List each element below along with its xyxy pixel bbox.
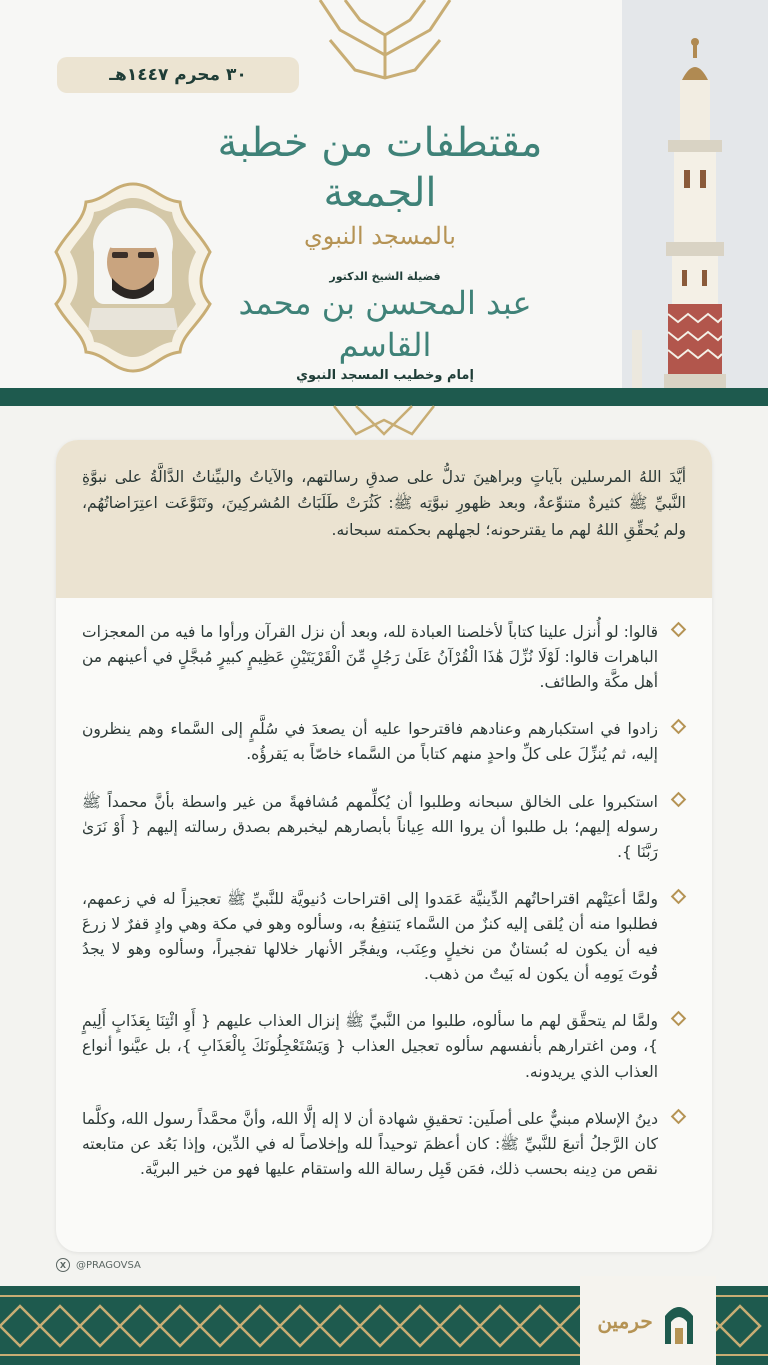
- social-handle-text: @PRAGOVSA: [76, 1259, 141, 1271]
- preacher-portrait: [52, 180, 214, 375]
- point-text: قالوا: لو أُنزل علينا كتاباً لأخلصنا العبادة لله، وبعد أن نزل القرآن ورأوا ما فيه من المعجزات الباهرات قالوا: لَوْلَا نُزِّلَ هَٰذَا الْقُرْآنُ عَلَىٰ رَجُلٍ مِّنَ الْقَرْيَتَيْنِ عَظِيمٍ كبيرٍ مُبجَّلٍ في أعينهم من أهل مكَّة والطائف.: [82, 623, 658, 692]
- preacher-block: [215, 270, 555, 383]
- list-item: [82, 620, 686, 695]
- list-item: [82, 790, 686, 865]
- list-item: [82, 717, 686, 767]
- list-item: [82, 1107, 686, 1182]
- diamond-bullet-icon: [671, 1011, 687, 1027]
- mosque-emblem-icon: [659, 1294, 699, 1348]
- diamond-bullet-icon: [671, 1108, 687, 1124]
- page-subtitle: بالمسجد النبوي: [304, 222, 456, 250]
- diamond-bullet-icon: [671, 889, 687, 905]
- title-block: [160, 118, 600, 250]
- preacher-honorific: فضيلة الشيخ الدكتور: [329, 270, 441, 283]
- point-text: دينُ الإسلام مبنيٌّ على أصلَين: تحقيقِ شهادة أن لا إله إلَّا الله، وأنَّ محمَّداً رسول الله، وكلَّما كان الرَّجلُ أتبعَ للنَّبيِّ ﷺ: كان أعظمَ توحيداً لله وإخلاصاً له في الدِّين، وإذا بَعُد عن متابعته نقص من دِينه بحسب ذلك، فمَن قَبِل رسالة الله واستقام عليها فهو من خير البريَّة.: [82, 1109, 658, 1178]
- header: [0, 0, 768, 390]
- diamond-bullet-icon: [671, 622, 687, 638]
- preacher-role: إمام وخطيب المسجد النبوي: [296, 368, 474, 384]
- diamond-bullet-icon: [671, 719, 687, 735]
- diamond-bullet-icon: [671, 791, 687, 807]
- page-title: مقتطفات من خطبة الجمعة: [217, 120, 543, 216]
- minaret-image: [622, 0, 768, 390]
- social-handle[interactable]: [56, 1258, 141, 1272]
- haramain-logo: [580, 1276, 716, 1365]
- points-list: [56, 598, 712, 1182]
- date-badge: ٣٠ محرم ١٤٤٧هـ: [57, 57, 299, 93]
- preacher-name: عبد المحسن بن محمد القاسم: [238, 284, 532, 364]
- point-text: ولمَّا أعيَتْهم اقتراحاتُهم الدِّينيَّة عَمَدوا إلى اقتراحات دُنيويَّة للنَّبيِّ ﷺ تعجيزاً له في زعمهم، فطلبوا منه أن يُلقى إليه كنزٌ من السَّماء يَنتفِعُ به، وسألوه وهو في مكة وهي وادٍ قفرٌ لا زرعَ فيه أن يكون له بُستانٌ من نخيلٍ وعِنَب، ويفجِّر الأنهار خلالها تفجيراً، وسألوه وهو لا يجدُ قُوتَ يَومِه أن يكون له بَيتٌ من ذهب.: [82, 889, 658, 984]
- intro-paragraph: أيَّدَ اللهُ المرسلين بآياتٍ وبراهينَ تدلُّ على صدقِ رسالتهم، والآياتُ والبيِّناتُ الدَّالَّةُ على نبوَّةِ النَّبيِّ ﷺ كثيرةٌ متنوِّعةٌ، وبعد ظهورِ نبوَّتِه ﷺ: كَثُرَتْ طَلَبَاتُ المُشركِينَ، وتَنَوَّعَت اعتِرَاضاتُهُم، ولم يُحقِّقِ اللهُ لهم ما يقترحونه؛ لجهلهم بحكمته سبحانه.: [56, 440, 712, 598]
- point-text: استكبروا على الخالق سبحانه وطلبوا أن يُكلِّمهم مُشافهةً من غير واسطة بأنَّ محمداً ﷺ رسوله إليهم؛ بل طلبوا أن يروا الله عِياناً بأبصارهم ليخبرهم بصدق رسالته إليهم { أَوْ نَرَىٰ رَبَّنَا }.: [82, 792, 658, 861]
- point-text: زادوا في استكبارهم وعنادهم فاقترحوا عليه أن يصعدَ في سُلَّمٍ إلى السَّماء وهم ينظرون إليه، ثم يُنزِّلَ على كلِّ واحدٍ منهم كتاباً من السَّماء خاصّاً به يَقرؤُه.: [82, 720, 658, 764]
- logo-text: حرمين: [597, 1308, 653, 1333]
- list-item: [82, 1009, 686, 1084]
- list-item: [82, 887, 686, 987]
- geometric-ornament-divider: [328, 404, 440, 440]
- point-text: ولمَّا لم يتحقَّق لهم ما سألوه، طلبوا من النَّبيِّ ﷺ إنزال العذاب عليهم { أَوِ ائْتِنَا بِعَذَابٍ أَلِيمٍ }، ومن اغترارهم بأنفسهم سألوه تعجيل العذاب { وَيَسْتَعْجِلُونَكَ بِالْعَذَابِ }، بل عيَّنوا أنواع العذاب الذي يريدونه.: [82, 1012, 658, 1081]
- geometric-ornament-top: [300, 0, 470, 80]
- content-card: [56, 440, 712, 1252]
- x-logo-icon: X: [56, 1258, 70, 1272]
